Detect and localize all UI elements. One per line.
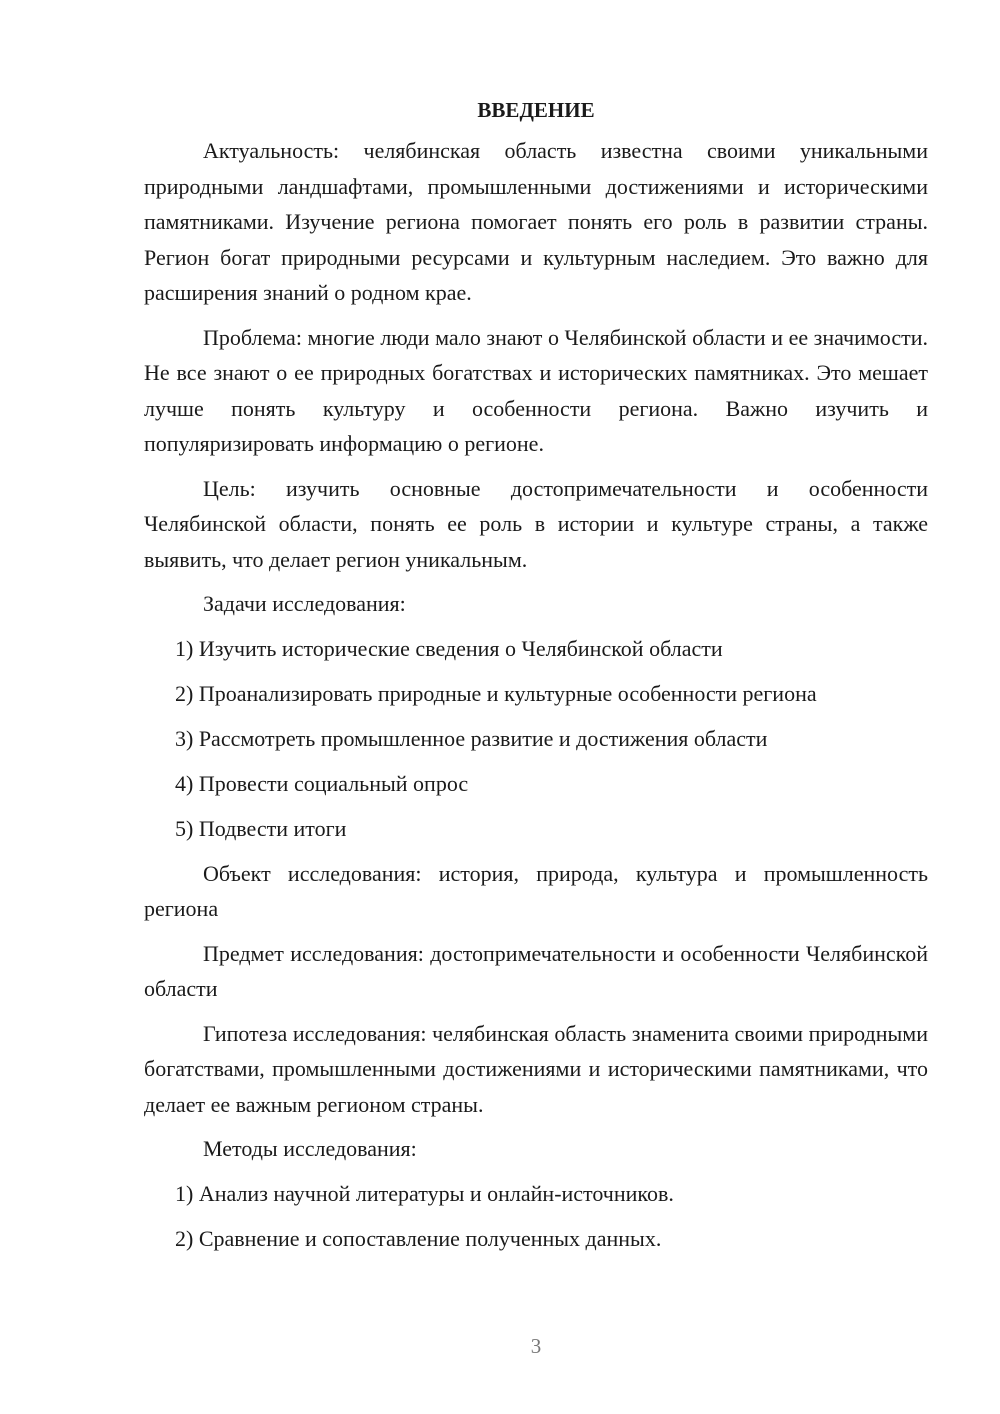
goal-paragraph: Цель: изучить основные достопримечательности и особенности Челябинской области, понять ее роль в истории и культуре страны, а также выявить, что делает регион уникальным. — [144, 475, 928, 572]
list-item: 5) Подвести итоги — [175, 815, 347, 841]
relevance-paragraph: Актуальность: челябинская область известна своими уникальными природными ландшафтами, промышленными достижениями и историческими памятниками. Изучение региона помогает понять его роль в развитии страны. Регион богат природными ресурсами и культурным наследием. Это важно для расширения знаний о родном крае. — [144, 138, 928, 305]
methods-list — [144, 1176, 928, 1257]
list-item: 3) Рассмотреть промышленное развитие и достижения области — [175, 725, 768, 751]
list-item: 1) Изучить исторические сведения о Челябинской области — [175, 635, 723, 661]
list-item: 1) Анализ научной литературы и онлайн-источников. — [175, 1180, 674, 1206]
page-number: 3 — [530, 1334, 542, 1358]
document-page — [144, 95, 928, 1266]
subject-paragraph: Предмет исследования: достопримечательности и особенности Челябинской области — [144, 940, 928, 1001]
object-paragraph: Объект исследования: история, природа, культура и промышленность региона — [144, 860, 928, 921]
tasks-heading: Задачи исследования: — [203, 591, 406, 616]
list-item: 4) Провести социальный опрос — [175, 770, 469, 796]
methods-heading: Методы исследования: — [203, 1136, 417, 1161]
list-item: 2) Сравнение и сопоставление полученных данных. — [175, 1225, 662, 1251]
section-title: ВВЕДЕНИЕ — [477, 98, 595, 122]
hypothesis-paragraph: Гипотеза исследования: челябинская область знаменита своими природными богатствами, промышленными достижениями и историческими памятниками, что делает ее важным регионом страны. — [144, 1020, 928, 1117]
tasks-list — [144, 631, 928, 847]
list-item: 2) Проанализировать природные и культурные особенности региона — [175, 680, 817, 706]
problem-paragraph: Проблема: многие люди мало знают о Челябинской области и ее значимости. Не все знают о ее природных богатствах и исторических памятниках. Это мешает лучше понять культуру и особенности региона. Важно изучить и популяризировать информацию о регионе. — [144, 324, 928, 456]
